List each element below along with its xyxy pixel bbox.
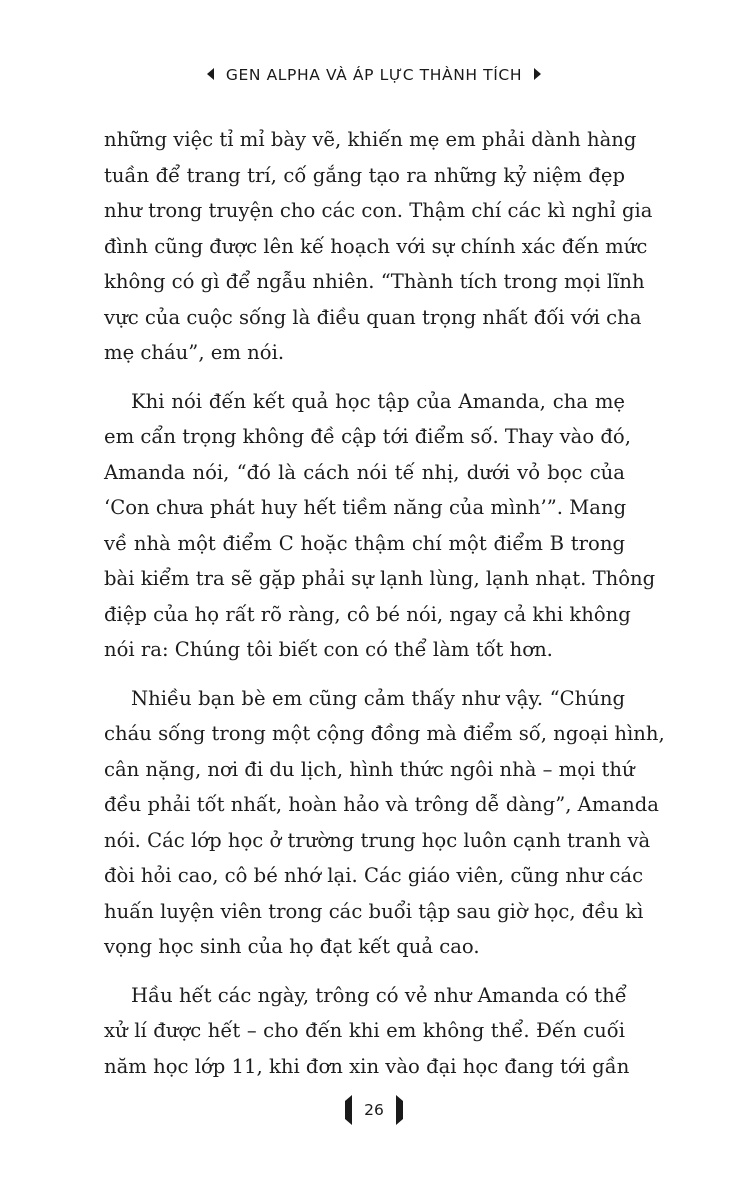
- text-line: không có gì để ngẫu nhiên. “Thành tích trong mọi lĩnh: [104, 270, 645, 293]
- paragraph: [104, 384, 656, 668]
- left-triangle-icon: [207, 68, 214, 80]
- text-line: Khi nói đến kết quả học tập của Amanda, cha mẹ: [131, 389, 625, 413]
- text-line: huấn luyện viên trong các buổi tập sau giờ học, đều kì: [104, 899, 644, 923]
- right-triangle-icon: [534, 68, 541, 80]
- text-line: cháu sống trong một cộng đồng mà điểm số, ngoại hình,: [104, 722, 665, 745]
- running-header: [0, 66, 748, 84]
- text-line: đình cũng được lên kế hoạch với sự chính xác đến mức: [104, 234, 648, 258]
- text-line: Nhiều bạn bè em cũng cảm thấy như vậy. “Chúng: [131, 686, 625, 710]
- text-line: những việc tỉ mỉ bày vẽ, khiến mẹ em phải dành hàng: [104, 128, 637, 151]
- text-line: bài kiểm tra sẽ gặp phải sự lạnh lùng, lạnh nhạt. Thông: [104, 567, 656, 590]
- paragraph: [104, 978, 630, 1085]
- text-line: về nhà một điểm C hoặc thậm chí một điểm B trong: [104, 531, 625, 555]
- page-number: 26: [364, 1101, 384, 1119]
- page-footer: [0, 1101, 748, 1119]
- text-line: đều phải tốt nhất, hoàn hảo và trông dễ dàng”, Amanda: [104, 793, 659, 816]
- text-line: vọng học sinh của họ đạt kết quả cao.: [104, 935, 480, 958]
- text-line: như trong truyện cho các con. Thậm chí các kì nghỉ gia: [104, 199, 653, 222]
- text-line: mẹ cháu”, em nói.: [104, 341, 285, 364]
- text-line: nói ra: Chúng tôi biết con có thể làm tốt hơn.: [104, 638, 553, 661]
- text-line: ‘Con chưa phát huy hết tiềm năng của mình’”. Mang: [104, 496, 627, 519]
- text-line: em cẩn trọng không đề cập tới điểm số. Thay vào đó,: [104, 425, 631, 448]
- right-triangle-icon: [396, 1095, 403, 1125]
- text-line: nói. Các lớp học ở trường trung học luôn cạnh tranh và: [104, 828, 651, 852]
- text-line: điệp của họ rất rõ ràng, cô bé nói, ngay cả khi không: [104, 602, 631, 626]
- body-text: [104, 122, 665, 1097]
- paragraph: [104, 122, 653, 371]
- left-triangle-icon: [345, 1095, 352, 1125]
- text-line: năm học lớp 11, khi đơn xin vào đại học đang tới gần: [104, 1054, 630, 1078]
- running-title: GEN ALPHA VÀ ÁP LỰC THÀNH TÍCH: [225, 66, 523, 84]
- text-line: Hầu hết các ngày, trông có vẻ như Amanda có thể: [131, 983, 627, 1007]
- text-line: Amanda nói, “đó là cách nói tế nhị, dưới vỏ bọc của: [104, 460, 625, 484]
- text-line: tuần để trang trí, cố gắng tạo ra những kỷ niệm đẹp: [104, 163, 625, 187]
- text-line: đòi hỏi cao, cô bé nhớ lại. Các giáo viên, cũng như các: [104, 864, 644, 887]
- text-line: cân nặng, nơi đi du lịch, hình thức ngôi nhà – mọi thứ: [104, 757, 635, 781]
- paragraph: [104, 681, 665, 965]
- text-line: vực của cuộc sống là điều quan trọng nhất đối với cha: [104, 305, 642, 329]
- text-line: xử lí được hết – cho đến khi em không thể. Đến cuối: [104, 1019, 625, 1042]
